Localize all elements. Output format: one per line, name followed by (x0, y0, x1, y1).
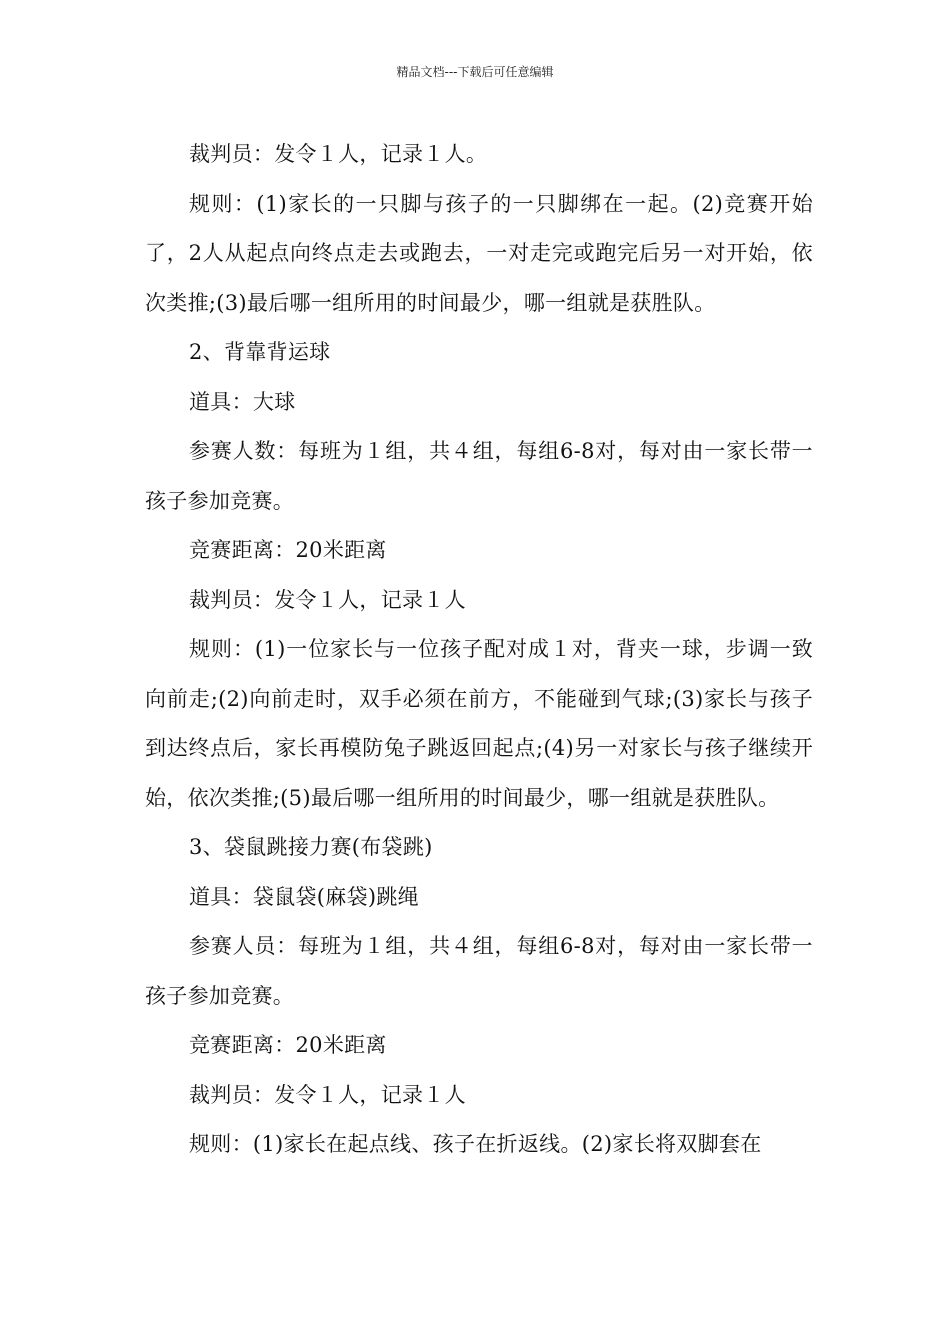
paragraph-distance-2: 竞赛距离：20米距离 (189, 538, 387, 562)
paragraph-referees-3: 裁判员：发令１人，记录１人 (189, 1082, 466, 1107)
paragraph-referees-2: 裁判员：发令１人，记录１人 (189, 587, 466, 612)
paragraph-rules-1: 规则：(1)家长的一只脚与孩子的一只脚绑在一起。(2)竞赛开始了，2人从起点向终点走去或跑去，一对走完或跑完后另一对开始，依次类推;(3)最后哪一组所用的时间最少，哪一组就是获胜队。 (145, 191, 813, 315)
paragraph-participants-3: 参赛人员：每班为１组，共４组，每组6-8对，每对由一家长带一孩子参加竞赛。 (145, 934, 813, 1008)
paragraph-participants-2: 参赛人数：每班为１组，共４组，每组6-8对，每对由一家长带一孩子参加竞赛。 (145, 439, 813, 513)
section-heading-back-to-back: 2、背靠背运球 (189, 340, 331, 364)
section-heading-kangaroo-relay: 3、袋鼠跳接力赛(布袋跳) (189, 835, 433, 859)
paragraph-distance-3: 竞赛距离：20米距离 (189, 1033, 387, 1057)
page-header: 精品文档---下载后可任意编辑 (396, 65, 554, 79)
paragraph-rules-3: 规则：(1)家长在起点线、孩子在折返线。(2)家长将双脚套在 (189, 1132, 762, 1156)
paragraph-props-3: 道具：袋鼠袋(麻袋)跳绳 (189, 884, 419, 909)
paragraph-rules-2: 规则：(1)一位家长与一位孩子配对成１对，背夹一球，步调一致向前走;(2)向前走时，双手必须在前方，不能碰到气球;(3)家长与孩子到达终点后，家长再模防兔子跳返回起点;(4)另一对家长与孩子继续开始，依次类推;(5)最后哪一组所用的时间最少，哪一组就是获胜队。 (145, 637, 813, 810)
paragraph-referees-1: 裁判员：发令１人，记录１人。 (189, 142, 488, 166)
paragraph-props-2: 道具：大球 (189, 389, 296, 414)
document-body (145, 130, 813, 1170)
